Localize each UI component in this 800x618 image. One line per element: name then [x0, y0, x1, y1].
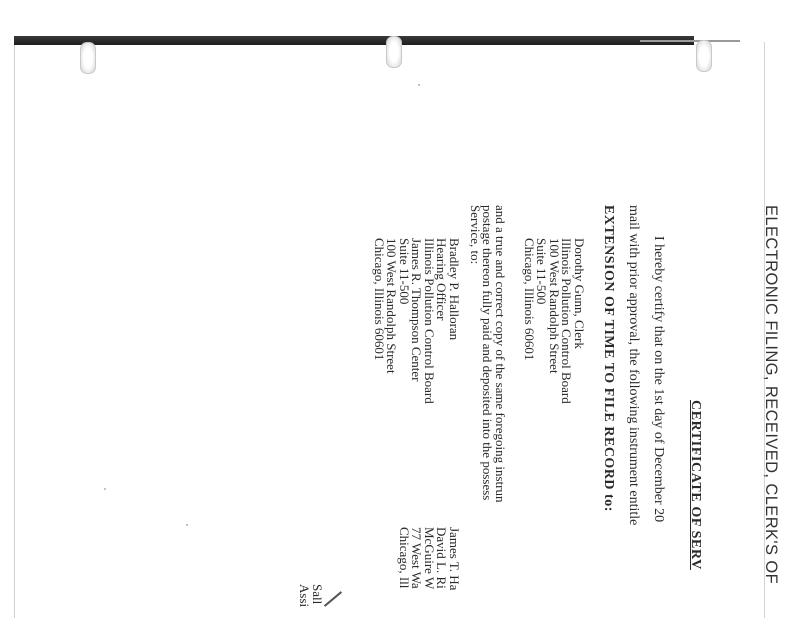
- motion-title: EXTENSION OF TIME TO FILE RECORD to:: [601, 205, 616, 512]
- copy-line: postage thereon fully paid and deposited into the possess: [480, 205, 496, 501]
- hearing-line: Chicago, Illinois 60601: [372, 238, 387, 361]
- hearing-line: Illinois Pollution Control Board: [422, 238, 437, 404]
- copy-service-paragraph: [469, 205, 507, 502]
- hearing-line: James R. Thompson Center: [409, 238, 425, 382]
- certification-line-1: I hereby certify that on the 1st day of December 20: [651, 236, 666, 523]
- counsel-line: 77 West Wa: [409, 527, 425, 589]
- clerk-address-block: [523, 238, 586, 404]
- clerk-line: 100 West Randolph Street: [547, 238, 562, 374]
- hearing-line: Bradley P. Halloran: [447, 238, 462, 341]
- counsel-address-block: [398, 527, 461, 590]
- signature-line: Assi: [297, 584, 313, 608]
- clerk-line: Suite 11-500: [534, 238, 550, 305]
- clerk-line: Chicago, Illinois 60601: [522, 238, 537, 361]
- counsel-line: David L. Ri: [434, 527, 450, 589]
- hearing-line: Suite 11-500: [397, 238, 412, 305]
- signature-line: Sall: [310, 584, 325, 605]
- copy-line: Service, to:: [468, 205, 483, 265]
- certificate-title: CERTIFICATE OF SERV: [688, 400, 703, 570]
- scan-speck: [104, 488, 106, 490]
- scan-speck: [186, 524, 188, 526]
- clerk-line: Dorothy Gunn, Clerk: [572, 238, 587, 349]
- scan-top-bar-light: [640, 40, 740, 42]
- counsel-line: McGuire W: [422, 527, 437, 590]
- certification-line-2: mail with prior approval, the following instrument entitle: [626, 205, 641, 526]
- counsel-line: James T. Ha: [447, 527, 462, 591]
- electronic-filing-header: ELECTRONIC FILING, RECEIVED, CLERK'S OF: [762, 205, 780, 585]
- scan-speck: [418, 84, 420, 86]
- hearing-line: 100 West Randolph Street: [384, 238, 400, 374]
- punch-hole: [80, 42, 96, 74]
- hearing-line: Hearing Officer: [434, 238, 450, 321]
- signature-block: [298, 584, 323, 607]
- counsel-line: Chicago, Ill: [397, 527, 412, 589]
- punch-hole: [696, 40, 712, 72]
- hearing-officer-address-block: [373, 238, 461, 404]
- scan-top-bar: [14, 36, 694, 45]
- clerk-line: Illinois Pollution Control Board: [559, 238, 575, 404]
- signature-mark: [324, 591, 342, 607]
- punch-hole: [386, 36, 402, 68]
- page-left-edge: [14, 45, 15, 618]
- copy-line: and a true and correct copy of the same foregoing instrun: [493, 205, 508, 503]
